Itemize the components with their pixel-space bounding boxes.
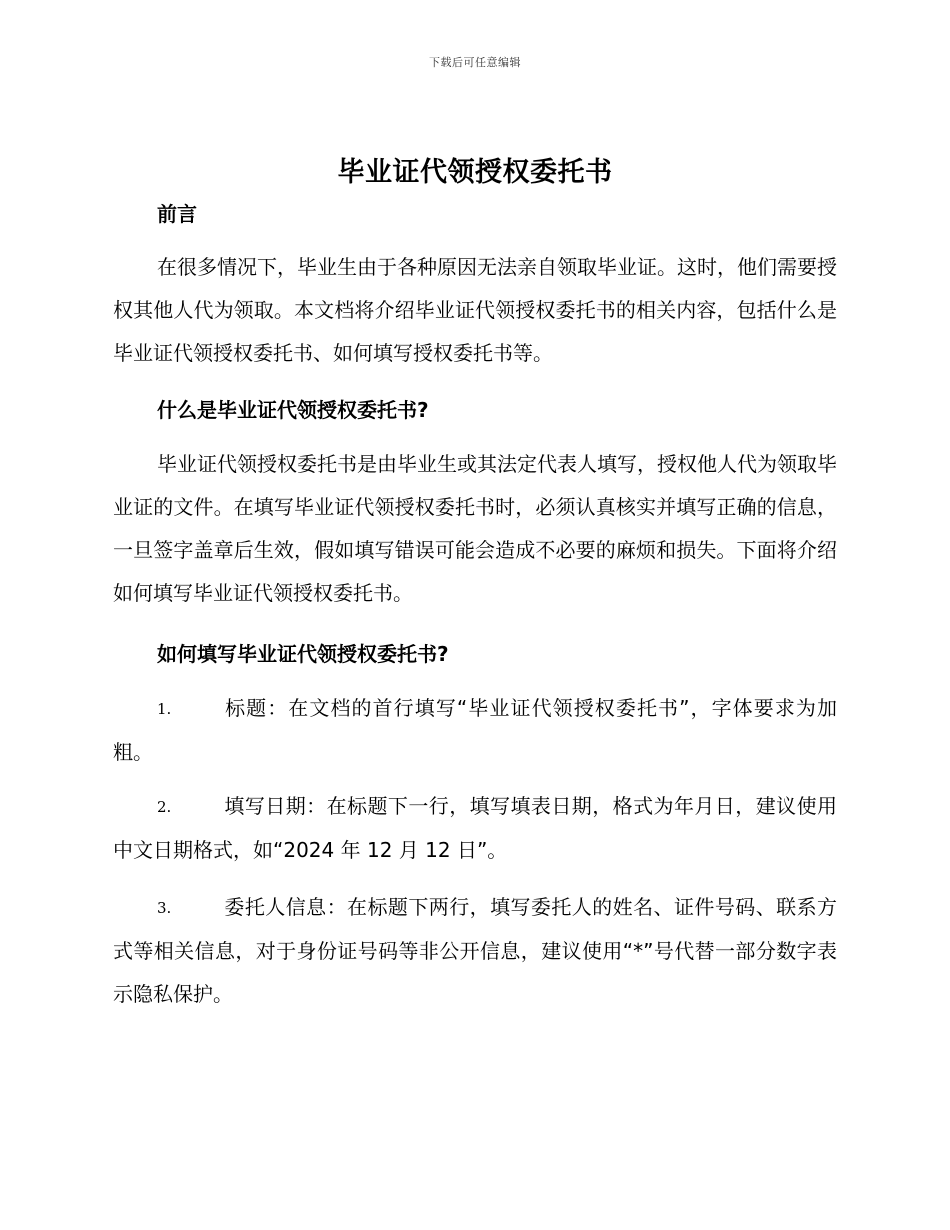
section-heading-how-to: 如何填写毕业证代领授权委托书?: [157, 642, 449, 666]
list-item-text: 标题：在文档的首行填写“毕业证代领授权委托书”，字体要求为加粗。: [113, 696, 837, 764]
list-item-text: 填写日期：在标题下一行，填写填表日期，格式为年月日，建议使用中文日期格式，如“2024 年 12 月 12 日”。: [113, 794, 837, 862]
list-number: 2.: [157, 798, 172, 816]
section-body-preface: [113, 246, 837, 375]
list-item: [113, 687, 837, 774]
list-item-text: 委托人信息：在标题下两行，填写委托人的姓名、证件号码、联系方式等相关信息，对于身份证号码等非公开信息，建议使用“*”号代替一部分数字表示隐私保护。: [113, 895, 837, 1006]
section-body-what-is: [113, 443, 837, 615]
document-title: 毕业证代领授权委托书: [337, 157, 613, 188]
header-note: 下载后可任意编辑: [429, 56, 521, 69]
paragraph: 在很多情况下，毕业生由于各种原因无法亲自领取毕业证。这时，他们需要授权其他人代为领取。本文档将介绍毕业证代领授权委托书的相关内容，包括什么是毕业证代领授权委托书、如何填写授权委托书等。: [113, 255, 837, 365]
list-number: 3.: [157, 899, 172, 917]
paragraph: 毕业证代领授权委托书是由毕业生或其法定代表人填写，授权他人代为领取毕业证的文件。在填写毕业证代领授权委托书时，必须认真核实并填写正确的信息，一旦签字盖章后生效，假如填写错误可能会造成不必要的麻烦和损失。下面将介绍如何填写毕业证代领授权委托书。: [113, 452, 837, 605]
section-heading-what-is: 什么是毕业证代领授权委托书?: [157, 398, 429, 422]
list-item: [113, 886, 837, 1016]
section-heading-preface: 前言: [157, 202, 197, 226]
list-number: 1.: [157, 700, 172, 718]
list-item: [113, 785, 837, 872]
